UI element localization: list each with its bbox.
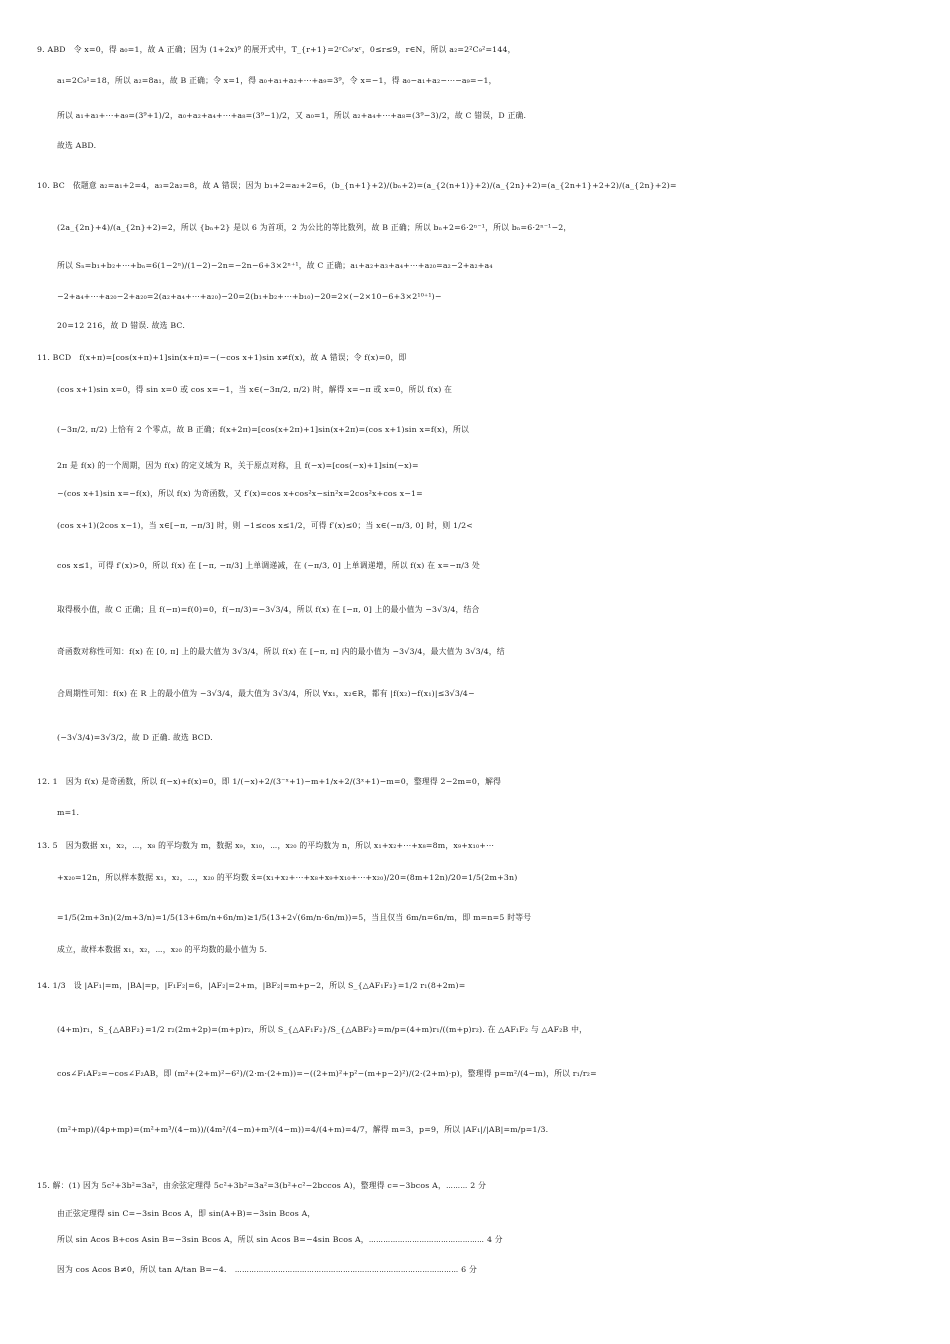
q15-line-4: 因为 cos Acos B≠0，所以 tan A/tan B=−4. ⋯⋯⋯⋯⋯⋯⋯⋯⋯⋯⋯⋯⋯⋯⋯⋯⋯⋯⋯⋯⋯⋯⋯⋯⋯⋯⋯⋯⋯⋯⋯ 6 分 [57,1265,477,1274]
q15-line-3: 所以 sin Acos B+cos Asin B=−3sin Bcos A，所以 sin Acos B=−4sin Bcos A，⋯⋯⋯⋯⋯⋯⋯⋯⋯⋯⋯⋯⋯⋯⋯⋯ 4 分 [57,1235,503,1244]
q12-line-2: m=1. [57,808,80,817]
q10-line-1: 10. BC 依题意 a₂=a₁+2=4，a₃=2a₂=8，故 A 错误；因为 b₁+2=a₂+2=6，(b_{n+1}+2)/(bₙ+2)=(a_{2(n+1)}+2)/(a_{2n}+2)=(a_{2n+1}+2+2)/(a_{2n}+2)= [37,181,677,190]
q13-line-3: =1/5(2m+3n)(2/m+3/n)=1/5(13+6m/n+6n/m)≥1/5(13+2√(6m/n·6n/m))=5，当且仅当 6m/n=6n/m，即 m=n=5 时等号 [57,913,532,922]
q11-line-8: 取得极小值，故 C 正确；且 f(−π)=f(0)=0，f(−π/3)=−3√3/4，所以 f(x) 在 [−π, 0] 上的最小值为 −3√3/4，结合 [57,605,480,614]
q11-line-4: 2π 是 f(x) 的一个周期，因为 f(x) 的定义域为 R，关于原点对称，且 f(−x)=[cos(−x)+1]sin(−x)= [57,461,419,470]
q15-line-2: 由正弦定理得 sin C=−3sin Bcos A，即 sin(A+B)=−3sin Bcos A， [57,1209,316,1218]
q14-line-2: (4+m)r₁，S_{△ABF₂}=1/2 r₂(2m+2p)=(m+p)r₂，所以 S_{△AF₁F₂}/S_{△ABF₂}=m/p=(4+m)r₁/((m+p)r₂). 在 △AF₁F₂ 与 △AF₂B 中， [57,1025,588,1034]
q10-line-2: (2a_{2n}+4)/(a_{2n}+2)=2，所以 {bₙ+2} 是以 6 为首项，2 为公比的等比数列，故 B 正确；所以 bₙ+2=6·2ⁿ⁻¹，所以 bₙ=6·2ⁿ⁻¹−2， [57,223,572,232]
q11-line-5: −(cos x+1)sin x=−f(x)，所以 f(x) 为奇函数，又 f′(x)=cos x+cos²x−sin²x=2cos²x+cos x−1= [57,489,423,498]
q12-line-1: 12. 1 因为 f(x) 是奇函数，所以 f(−x)+f(x)=0，即 1/(−x)+2/(3⁻ˣ+1)−m+1/x+2/(3ˣ+1)−m=0，整理得 2−2m=0，解得 [37,777,502,786]
q9-line-2: a₁=2C₉¹=18，所以 a₂=8a₁，故 B 正确；令 x=1，得 a₀+a₁+a₂+⋯+a₉=3⁹，令 x=−1，得 a₀−a₁+a₂−⋯−a₉=−1， [57,76,497,85]
q13-line-4: 成立，故样本数据 x₁，x₂，⋯，x₂₀ 的平均数的最小值为 5. [57,945,268,954]
q14-line-4: (m²+mp)/(4p+mp)=(m²+m³/(4−m))/(4m²/(4−m)+m³/(4−m))=4/(4+m)=4/7，解得 m=3，p=9，所以 |AF₁|/|AB|=m/p=1/3. [57,1125,549,1134]
q15-line-1: 15. 解：(1) 因为 5c²+3b²=3a²，由余弦定理得 5c²+3b²=3a²=3(b²+c²−2bccos A)，整理得 c=−3bcos A，⋯⋯⋯ 2 分 [37,1181,487,1190]
q11-line-3: (−3π/2, π/2) 上恰有 2 个零点，故 B 正确；f(x+2π)=[cos(x+2π)+1]sin(x+2π)=(cos x+1)sin x=f(x)，所以 [57,425,470,434]
q9-line-1: 9. ABD 令 x=0，得 a₀=1，故 A 正确；因为 (1+2x)⁹ 的展开式中，T_{r+1}=2ʳC₉ʳxʳ，0≤r≤9，r∈N，所以 a₂=2²C₉²=144， [37,45,516,54]
q13-line-1: 13. 5 因为数据 x₁，x₂，⋯，x₈ 的平均数为 m，数据 x₉，x₁₀，⋯，x₂₀ 的平均数为 n，所以 x₁+x₂+⋯+x₈=8m，x₉+x₁₀+⋯ [37,841,495,850]
q11-line-10: 合周期性可知：f(x) 在 R 上的最小值为 −3√3/4，最大值为 3√3/4，所以 ∀x₁，x₂∈R，都有 |f(x₂)−f(x₁)|≤3√3/4− [57,689,475,698]
q13-line-2: +x₂₀=12n，所以样本数据 x₁，x₂，⋯，x₂₀ 的平均数 x̄=(x₁+x₂+⋯+x₈+x₉+x₁₀+⋯+x₂₀)/20=(8m+12n)/20=1/5(2m+3n) [57,873,518,882]
q14-line-1: 14. 1/3 设 |AF₁|=m，|BA|=p，|F₁F₂|=6，|AF₂|=2+m，|BF₂|=m+p−2，所以 S_{△AF₁F₂}=1/2 r₁(8+2m)= [37,981,466,990]
q11-line-6: (cos x+1)(2cos x−1)，当 x∈[−π, −π/3] 时，则 −1≤cos x≤1/2，可得 f′(x)≤0；当 x∈(−π/3, 0] 时，则 1/2< [57,521,473,530]
q11-line-1: 11. BCD f(x+π)=[cos(x+π)+1]sin(x+π)=−(−cos x+1)sin x≠f(x)，故 A 错误；令 f(x)=0，即 [37,353,407,362]
q11-line-9: 奇函数对称性可知：f(x) 在 [0, π] 上的最大值为 3√3/4，所以 f(x) 在 [−π, π] 内的最小值为 −3√3/4，最大值为 3√3/4，结 [57,647,505,656]
q10-line-5: 20=12 216，故 D 错误. 故选 BC. [57,321,185,330]
q11-line-11: (−3√3/4)=3√3/2，故 D 正确. 故选 BCD. [57,733,213,742]
q10-line-3: 所以 Sₙ=b₁+b₂+⋯+bₙ=6(1−2ⁿ)/(1−2)−2n=−2n−6+3×2ⁿ⁺¹，故 C 正确；a₁+a₂+a₃+a₄+⋯+a₂₀=a₂−2+a₂+a₄ [57,261,493,270]
q14-line-3: cos∠F₁AF₂=−cos∠F₂AB，即 (m²+(2+m)²−6²)/(2·m·(2+m))=−((2+m)²+p²−(m+p−2)²)/(2·(2+m)·p)，整理得 p=m²/(4−m)，所以 r₁/r₂= [57,1069,597,1078]
q9-line-3: 所以 a₁+a₃+⋯+a₉=(3⁹+1)/2，a₀+a₂+a₄+⋯+a₈=(3⁹−1)/2，又 a₀=1，所以 a₂+a₄+⋯+a₈=(3⁹−3)/2，故 C 错误，D 正确. [57,111,527,120]
q9-line-4: 故选 ABD. [57,141,97,150]
q11-line-2: (cos x+1)sin x=0，得 sin x=0 或 cos x=−1，当 x∈(−3π/2, π/2) 时，解得 x=−π 或 x=0，所以 f(x) 在 [57,385,453,394]
q10-line-4: −2+a₄+⋯+a₂₀−2+a₂₀=2(a₂+a₄+⋯+a₂₀)−20=2(b₁+b₂+⋯+b₁₀)−20=2×(−2×10−6+3×2¹⁰⁺¹)− [57,292,442,301]
q11-line-7: cos x≤1，可得 f′(x)>0，所以 f(x) 在 [−π, −π/3] 上单调递减，在 (−π/3, 0] 上单调递增，所以 f(x) 在 x=−π/3 处 [57,561,480,570]
